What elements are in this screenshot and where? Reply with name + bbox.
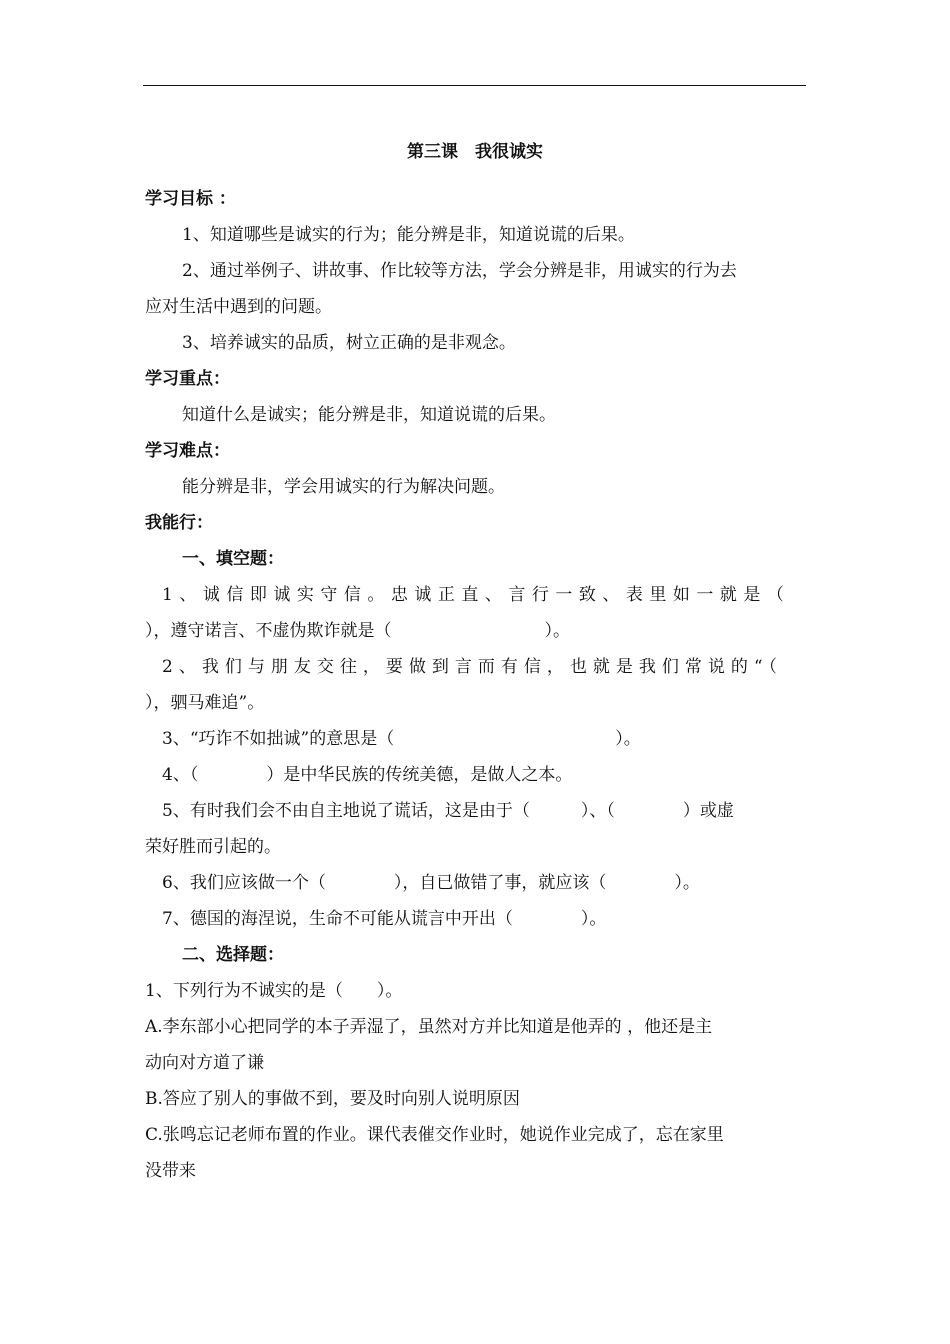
- objectives-heading: 学习目标 ：: [145, 189, 236, 209]
- choice-question: 1、下列行为不诚实的是（ ）。: [145, 981, 403, 1001]
- fill-blank-line-2-cont: ），驷马难追”。: [145, 693, 265, 713]
- choice-option-c-cont: 没带来: [145, 1161, 196, 1181]
- fill-blank-line-5: 5、有时我们会不由自主地说了谎话，这是由于（ ）、（ ）或虚: [162, 801, 734, 821]
- fill-blank-line-1: 1、诚信即诚实守信。忠诚正直、言行一致、表里如一就是（: [162, 585, 791, 605]
- objective-item-2-cont: 应对生活中遇到的问题。: [145, 297, 332, 317]
- fill-blank-line-2: 2、我们与朋友交往，要做到言而有信，也就是我们常说的“（: [162, 657, 784, 677]
- choice-option-a: A.李东部小心把同学的本子弄湿了，虽然对方并比知道是他弄的 ，他还是主: [145, 1017, 713, 1037]
- difficulties-text: 能分辨是非，学会用诚实的行为解决问题。: [182, 477, 505, 497]
- fill-blank-line-7: 7、德国的海涅说，生命不可能从谎言中开出（ ）。: [162, 909, 607, 929]
- choice-option-c: C.张鸣忘记老师布置的作业。课代表催交作业时，她说作业完成了，忘在家里: [145, 1125, 724, 1145]
- fill-blank-line-3: 3、“巧诈不如拙诚”的意思是（ ）。: [162, 729, 641, 749]
- header-rule: [143, 85, 806, 86]
- fill-blank-heading: 一、填空题：: [182, 549, 284, 569]
- objective-item-2: 2、通过举例子、讲故事、作比较等方法，学会分辨是非，用诚实的行为去: [182, 261, 737, 281]
- fill-blank-line-6: 6、我们应该做一个（ ），自已做错了事，就应该（ ）。: [162, 873, 700, 893]
- choice-option-a-cont: 动向对方道了谦: [145, 1053, 264, 1073]
- objective-item-1: 1、知道哪些是诚实的行为；能分辨是非，知道说谎的后果。: [182, 225, 635, 245]
- fill-blank-line-5-cont: 荣好胜而引起的。: [145, 837, 281, 857]
- practice-heading: 我能行：: [145, 513, 213, 533]
- fill-blank-line-1-cont: ），遵守诺言、不虚伪欺诈就是（ ）。: [145, 621, 570, 641]
- key-points-text: 知道什么是诚实；能分辨是非，知道说谎的后果。: [182, 405, 556, 425]
- key-points-heading: 学习重点：: [145, 369, 230, 389]
- choice-heading: 二、选择题：: [182, 945, 284, 965]
- difficulties-heading: 学习难点：: [145, 441, 230, 461]
- fill-blank-line-4: 4、（ ）是中华民族的传统美德，是做人之本。: [162, 765, 573, 785]
- lesson-title: 第三课 我很诚实: [407, 142, 543, 162]
- choice-option-b: B.答应了别人的事做不到，要及时向别人说明原因: [145, 1089, 520, 1109]
- objective-item-3: 3、培养诚实的品质，树立正确的是非观念。: [182, 333, 516, 353]
